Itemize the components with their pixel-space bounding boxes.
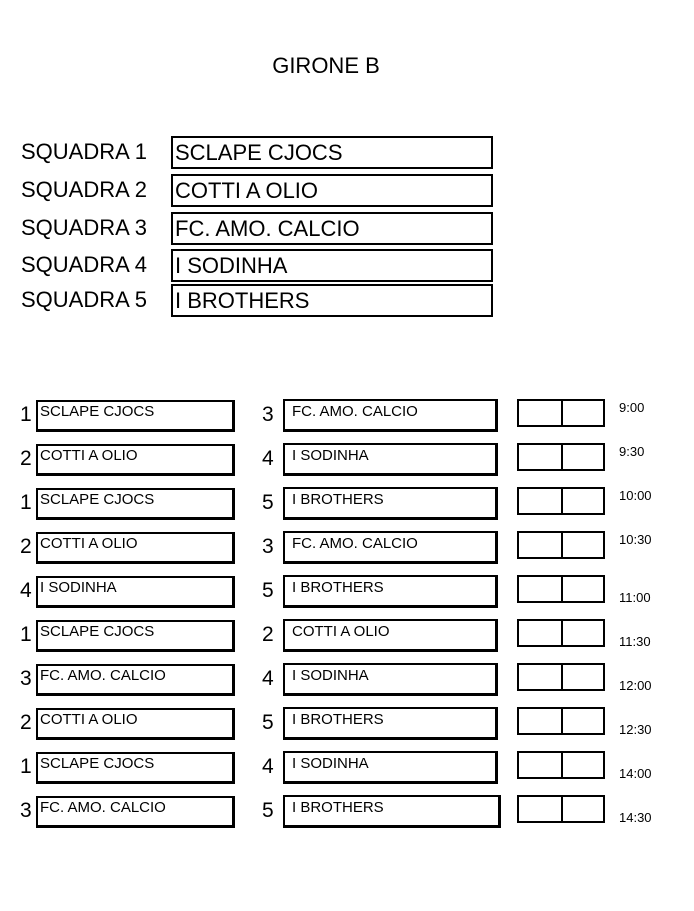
match-time: 9:30 [619,444,645,459]
away-team-field[interactable]: I BROTHERS [283,795,501,828]
score-box [517,795,605,823]
team-label: SQUADRA 1 [21,139,147,164]
away-team-number: 2 [262,623,274,646]
home-team-number: 1 [20,403,32,426]
away-team-number: 5 [262,799,274,822]
match-row [0,487,694,527]
home-team-number: 2 [20,447,32,470]
home-team-number: 1 [20,491,32,514]
away-team-field[interactable]: I BROTHERS [283,707,498,740]
match-time: 12:30 [619,722,652,737]
away-team-number: 4 [262,447,274,470]
team-name-field[interactable]: SCLAPE CJOCS [171,136,493,169]
home-team-number: 1 [20,623,32,646]
home-score-field[interactable] [519,621,563,645]
match-time: 10:30 [619,532,652,547]
away-score-field[interactable] [561,665,603,689]
away-score-field[interactable] [561,797,603,821]
home-team-field[interactable]: COTTI A OLIO [36,444,235,476]
score-box [517,751,605,779]
home-score-field[interactable] [519,577,563,601]
score-box [517,575,605,603]
home-team-field[interactable]: COTTI A OLIO [36,532,235,564]
team-label: SQUADRA 4 [21,252,147,277]
away-score-field[interactable] [561,577,603,601]
home-score-field[interactable] [519,533,563,557]
away-team-number: 5 [262,491,274,514]
home-team-number: 2 [20,535,32,558]
match-row [0,619,694,659]
home-team-field[interactable]: COTTI A OLIO [36,708,235,740]
score-box [517,619,605,647]
score-box [517,443,605,471]
away-team-field[interactable]: COTTI A OLIO [283,619,498,652]
away-team-number: 4 [262,755,274,778]
away-team-number: 5 [262,579,274,602]
away-score-field[interactable] [561,709,603,733]
home-score-field[interactable] [519,489,563,513]
score-box [517,707,605,735]
page-title: GIRONE B [272,53,380,78]
match-time: 11:00 [619,590,651,605]
away-team-field[interactable]: FC. AMO. CALCIO [283,531,498,564]
away-team-number: 3 [262,535,274,558]
away-score-field[interactable] [561,401,603,425]
home-score-field[interactable] [519,445,563,469]
match-time: 10:00 [619,488,652,503]
away-team-number: 5 [262,711,274,734]
match-row [0,399,694,439]
away-score-field[interactable] [561,621,603,645]
match-row [0,663,694,703]
away-team-field[interactable]: FC. AMO. CALCIO [283,399,498,432]
home-score-field[interactable] [519,797,563,821]
home-team-field[interactable]: I SODINHA [36,576,235,608]
home-score-field[interactable] [519,401,563,425]
home-team-field[interactable]: SCLAPE CJOCS [36,620,235,652]
match-row [0,443,694,483]
away-score-field[interactable] [561,533,603,557]
home-team-field[interactable]: SCLAPE CJOCS [36,488,235,520]
team-name-field[interactable]: I SODINHA [171,249,493,282]
match-row [0,707,694,747]
team-name-field[interactable]: I BROTHERS [171,284,493,317]
score-box [517,399,605,427]
home-score-field[interactable] [519,753,563,777]
match-time: 14:00 [619,766,652,781]
team-name-field[interactable]: COTTI A OLIO [171,174,493,207]
away-team-field[interactable]: I BROTHERS [283,575,498,608]
away-score-field[interactable] [561,489,603,513]
match-time: 9:00 [619,400,645,415]
match-time: 11:30 [619,634,651,649]
match-row [0,751,694,791]
away-score-field[interactable] [561,753,603,777]
away-team-field[interactable]: I BROTHERS [283,487,498,520]
home-score-field[interactable] [519,665,563,689]
away-score-field[interactable] [561,445,603,469]
home-score-field[interactable] [519,709,563,733]
team-label: SQUADRA 5 [21,287,147,312]
match-time: 12:00 [619,678,652,693]
away-team-field[interactable]: I SODINHA [283,751,498,784]
match-row [0,531,694,571]
home-team-number: 3 [20,667,32,690]
away-team-field[interactable]: I SODINHA [283,443,498,476]
score-box [517,531,605,559]
away-team-number: 4 [262,667,274,690]
home-team-number: 3 [20,799,32,822]
home-team-field[interactable]: FC. AMO. CALCIO [36,796,235,828]
away-team-number: 3 [262,403,274,426]
home-team-field[interactable]: SCLAPE CJOCS [36,752,235,784]
team-name-field[interactable]: FC. AMO. CALCIO [171,212,493,245]
score-box [517,487,605,515]
home-team-field[interactable]: FC. AMO. CALCIO [36,664,235,696]
match-row [0,795,694,835]
team-label: SQUADRA 2 [21,177,147,202]
match-time: 14:30 [619,810,652,825]
team-label: SQUADRA 3 [21,215,147,240]
home-team-number: 2 [20,711,32,734]
home-team-field[interactable]: SCLAPE CJOCS [36,400,235,432]
score-box [517,663,605,691]
away-team-field[interactable]: I SODINHA [283,663,498,696]
match-row [0,575,694,615]
home-team-number: 1 [20,755,32,778]
home-team-number: 4 [20,579,32,602]
